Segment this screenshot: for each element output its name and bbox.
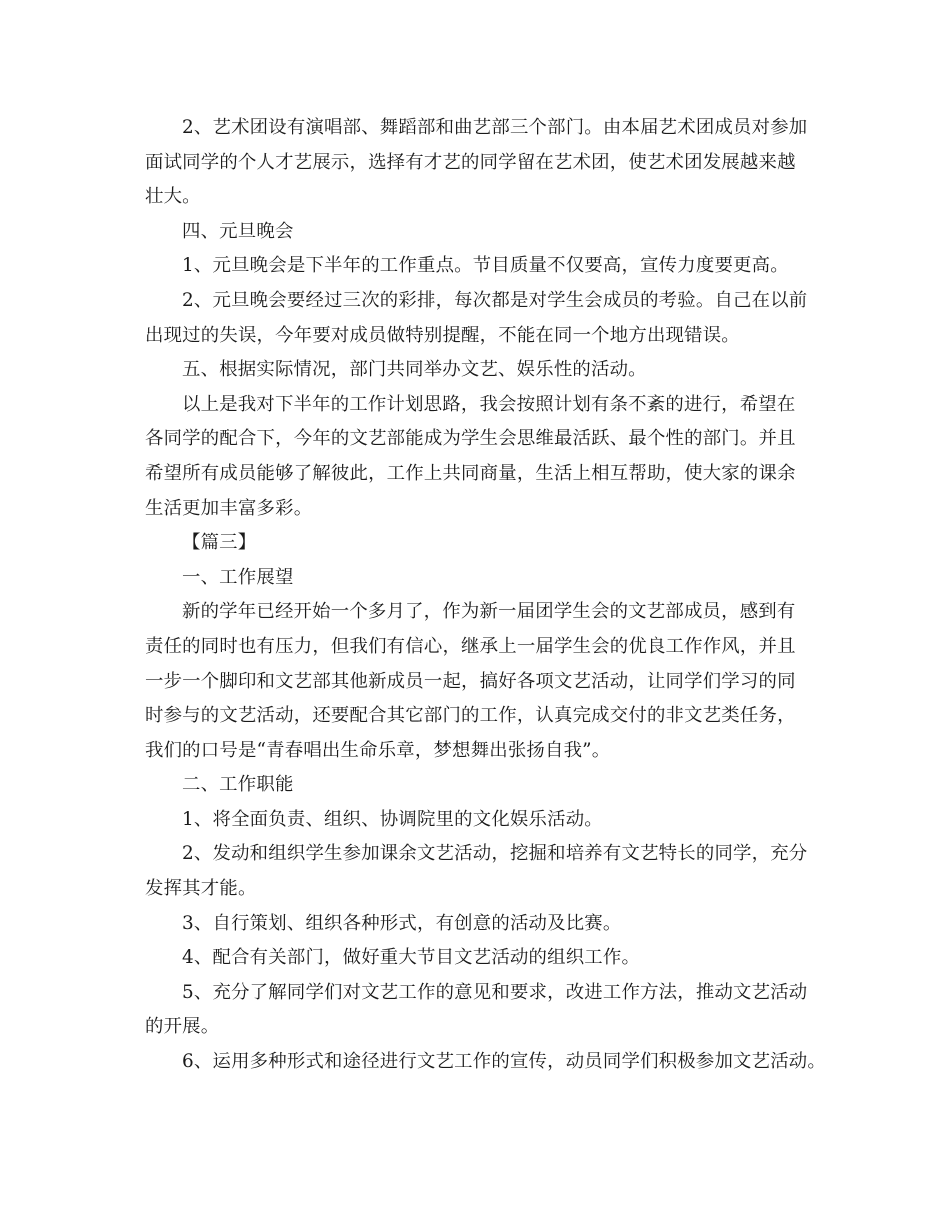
text-line: 五、根据实际情况，部门共同举办文艺、娱乐性的活动。 bbox=[182, 359, 647, 381]
text-line: 壮大。 bbox=[145, 186, 201, 208]
text-line: 1、元旦晚会是下半年的工作重点。节目质量不仅要高，宣传力度要更高。 bbox=[182, 255, 789, 277]
text-line: 2、发动和组织学生参加课余文艺活动，挖掘和培养有文艺特长的同学，充分 bbox=[182, 843, 808, 865]
text-line: 3、自行策划、组织各种形式，有创意的活动及比赛。 bbox=[182, 912, 622, 934]
text-line: 四、元旦晚会 bbox=[182, 220, 294, 242]
text-line: 1、将全面负责、组织、协调院里的文化娱乐活动。 bbox=[182, 808, 603, 830]
text-line: 4、配合有关部门，做好重大节目文艺活动的组织工作。 bbox=[182, 947, 641, 969]
text-line: 2、元旦晚会要经过三次的彩排，每次都是对学生会成员的考验。自己在以前 bbox=[182, 289, 808, 311]
document-body bbox=[145, 111, 825, 1080]
text-line: 发挥其才能。 bbox=[145, 878, 257, 900]
text-line: 一、工作展望 bbox=[182, 566, 294, 588]
text-line: 时参与的文艺活动，还要配合其它部门的工作，认真完成交付的非文艺类任务， bbox=[145, 705, 796, 727]
text-line: 2、艺术团设有演唱部、舞蹈部和曲艺部三个部门。由本届艺术团成员对参加 bbox=[182, 117, 808, 138]
text-line: 各同学的配合下，今年的文艺部能成为学生会思维最活跃、最个性的部门。并且 bbox=[145, 428, 796, 450]
text-line: 我们的口号是“青春唱出生命乐章，梦想舞出张扬自我”。 bbox=[145, 739, 611, 761]
text-line: 一步一个脚印和文艺部其他新成员一起，搞好各项文艺活动，让同学们学习的同 bbox=[145, 670, 796, 692]
text-line: 以上是我对下半年的工作计划思路，我会按照计划有条不紊的进行，希望在 bbox=[182, 393, 796, 415]
text-line: 新的学年已经开始一个多月了，作为新一届团学生会的文艺部成员，感到有 bbox=[182, 601, 796, 623]
text-line: 二、工作职能 bbox=[182, 774, 294, 796]
text-line: 生活更加丰富多彩。 bbox=[145, 497, 313, 519]
text-line: 5、充分了解同学们对文艺工作的意见和要求，改进工作方法，推动文艺活动 bbox=[182, 981, 808, 1003]
text-line: 【篇三】 bbox=[182, 532, 257, 554]
text-line: 责任的同时也有压力，但我们有信心，继承上一届学生会的优良工作作风，并且 bbox=[145, 635, 796, 657]
text-line: 的开展。 bbox=[145, 1016, 220, 1038]
text-line: 面试同学的个人才艺展示，选择有才艺的同学留在艺术团，使艺术团发展越来越 bbox=[145, 151, 796, 173]
text-line: 希望所有成员能够了解彼此，工作上共同商量，生活上相互帮助，使大家的课余 bbox=[145, 462, 796, 484]
text-line: 出现过的失误，今年要对成员做特别提醒，不能在同一个地方出现错误。 bbox=[145, 324, 740, 346]
text-line: 6、运用多种形式和途径进行文艺工作的宣传，动员同学们积极参加文艺活动。 bbox=[182, 1051, 826, 1073]
